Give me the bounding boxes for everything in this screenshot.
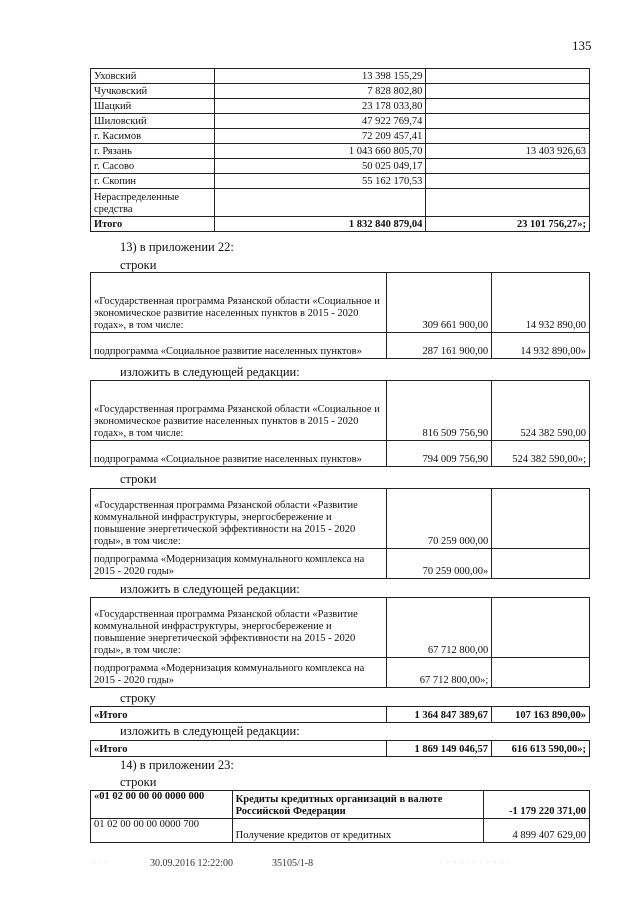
- district-name: г. Скопин: [91, 174, 215, 189]
- value-cell: 794 009 756,90: [387, 441, 492, 467]
- section-13-heading: 13) в приложении 22:: [120, 240, 234, 254]
- value-cell: [492, 489, 590, 549]
- value-cell: 23 178 033,80: [214, 99, 425, 114]
- value-cell: 524 382 590,00»;: [492, 441, 590, 467]
- subprogram-name: подпрограмма «Социальное развитие населенных пунктов»: [91, 333, 387, 359]
- section-14-heading: 14) в приложении 23:: [120, 758, 234, 772]
- value-cell: 55 162 170,53: [214, 174, 425, 189]
- value-cell: 70 259 000,00»: [387, 549, 492, 579]
- value-cell: 47 922 769,74: [214, 114, 425, 129]
- value-cell: [426, 99, 590, 114]
- table-row: [91, 174, 590, 189]
- table-row: [91, 189, 590, 217]
- value-cell: 70 259 000,00: [387, 489, 492, 549]
- budget-code: 01 02 00 00 00 0000 700: [91, 819, 233, 843]
- value-cell: [492, 598, 590, 658]
- table-row: [91, 114, 590, 129]
- district-name: г. Рязань: [91, 144, 215, 159]
- label-new-edition: изложить в следующей редакции:: [120, 365, 300, 379]
- value-cell: 107 163 890,00»: [492, 707, 590, 723]
- program-name: «Государственная программа Рязанской области «Социальное и экономическое развитие населенных пунктов в 2015 - 2020 годах», в том числе:: [91, 381, 387, 441]
- total-table-old: [90, 706, 590, 723]
- footer-datetime: 30.09.2016 12:22:00: [150, 858, 234, 869]
- total-label: «Итого: [91, 707, 387, 723]
- value-cell: -1 179 220 371,00: [484, 791, 590, 819]
- program-name: «Государственная программа Рязанской области «Социальное и экономическое развитие населенных пунктов в 2015 - 2020 годах», в том числе:: [91, 273, 387, 333]
- districts-table: [90, 68, 590, 232]
- total-label: «Итого: [91, 741, 387, 757]
- total-label: Итого: [91, 217, 215, 232]
- value-cell: 1 832 840 879,04: [214, 217, 425, 232]
- value-cell: 4 899 407 629,00: [484, 819, 590, 843]
- value-cell: 309 661 900,00: [387, 273, 492, 333]
- credit-table: [90, 790, 590, 843]
- program-table-old: [90, 272, 590, 359]
- footer-code: 35105/1-8: [272, 858, 314, 869]
- label-new-edition: изложить в следующей редакции:: [120, 724, 300, 738]
- label-lines: строки: [120, 472, 157, 486]
- program-name: «Государственная программа Рязанской области «Развитие коммунальной инфраструктуры, энергосбережение и повышение энергетической эффективности на 2015 - 2020 годы», в том числе:: [91, 598, 387, 658]
- credit-name: Получение кредитов от кредитных: [232, 819, 483, 843]
- label-lines: строки: [120, 258, 157, 272]
- district-name: г. Сасово: [91, 159, 215, 174]
- table-row: [91, 99, 590, 114]
- district-name: Уховский: [91, 69, 215, 84]
- value-cell: 13 403 926,63: [426, 144, 590, 159]
- value-cell: 7 828 802,80: [214, 84, 425, 99]
- program-name: «Государственная программа Рязанской области «Развитие коммунальной инфраструктуры, энергосбережение и повышение энергетической эффективности на 2015 - 2020 годы», в том числе:: [91, 489, 387, 549]
- value-cell: 72 209 457,41: [214, 129, 425, 144]
- value-cell: 1 043 660 805,70: [214, 144, 425, 159]
- value-cell: [426, 129, 590, 144]
- program-table-new: [90, 380, 590, 467]
- table-row: [91, 69, 590, 84]
- value-cell: [426, 114, 590, 129]
- value-cell: [492, 658, 590, 688]
- value-cell: [426, 189, 590, 217]
- value-cell: [426, 69, 590, 84]
- value-cell: [426, 84, 590, 99]
- value-cell: [426, 159, 590, 174]
- table-row: [91, 159, 590, 174]
- value-cell: 14 932 890,00: [492, 273, 590, 333]
- page-number: 135: [572, 38, 592, 53]
- district-name: Чучковский: [91, 84, 215, 99]
- district-name: Нераспределенные средства: [91, 189, 215, 217]
- scan-noise: · · · · · · · · · · ·: [440, 858, 511, 867]
- value-cell: 67 712 800,00»;: [387, 658, 492, 688]
- value-cell: 67 712 800,00: [387, 598, 492, 658]
- label-lines: строки: [120, 775, 157, 789]
- value-cell: 13 398 155,29: [214, 69, 425, 84]
- budget-code: «01 02 00 00 00 0000 000: [91, 791, 233, 819]
- value-cell: 1 869 149 046,57: [387, 741, 492, 757]
- value-cell: [492, 549, 590, 579]
- value-cell: 50 025 049,17: [214, 159, 425, 174]
- value-cell: 616 613 590,00»;: [492, 741, 590, 757]
- utilities-table-old: [90, 488, 590, 579]
- subprogram-name: подпрограмма «Модернизация коммунального комплекса на 2015 - 2020 годы»: [91, 658, 387, 688]
- total-table-new: [90, 740, 590, 757]
- value-cell: 23 101 756,27»;: [426, 217, 590, 232]
- subprogram-name: подпрограмма «Социальное развитие населенных пунктов»: [91, 441, 387, 467]
- credit-name: Кредиты кредитных организаций в валюте Российской Федерации: [232, 791, 483, 819]
- district-name: г. Касимов: [91, 129, 215, 144]
- subprogram-name: подпрограмма «Модернизация коммунального комплекса на 2015 - 2020 годы»: [91, 549, 387, 579]
- district-name: Шиловский: [91, 114, 215, 129]
- table-row: [91, 129, 590, 144]
- label-line: строку: [120, 691, 156, 705]
- district-name: Шацкий: [91, 99, 215, 114]
- value-cell: 14 932 890,00»: [492, 333, 590, 359]
- value-cell: [426, 174, 590, 189]
- scan-noise: · · ·: [92, 858, 109, 867]
- table-row: [91, 84, 590, 99]
- table-row: [91, 144, 590, 159]
- value-cell: 1 364 847 389,67: [387, 707, 492, 723]
- value-cell: [214, 189, 425, 217]
- label-new-edition: изложить в следующей редакции:: [120, 582, 300, 596]
- value-cell: 524 382 590,00: [492, 381, 590, 441]
- value-cell: 816 509 756,90: [387, 381, 492, 441]
- utilities-table-new: [90, 597, 590, 688]
- value-cell: 287 161 900,00: [387, 333, 492, 359]
- total-row: [91, 217, 590, 232]
